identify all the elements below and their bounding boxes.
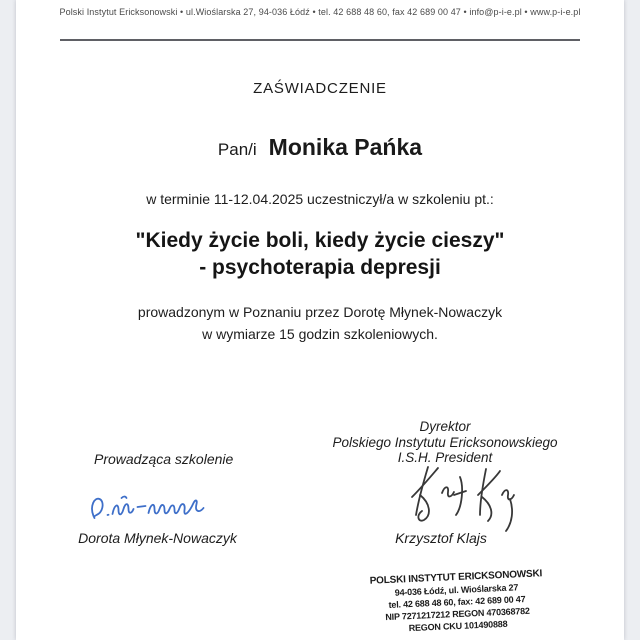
conducted-line1: prowadzonym w Poznaniu przez Dorotę Młynek-Nowaczyk [137, 304, 503, 320]
certificate-title: ZAŚWIADCZENIE [253, 80, 387, 97]
stamp-line4: NIP 7271217212 REGON 470368782 [385, 605, 530, 623]
stamp-line5: REGON CKU 101490888 [408, 618, 508, 634]
director-role-line2: Polskiego Instytutu Ericksonowskiego [332, 434, 558, 450]
recipient-line [16, 134, 624, 161]
institute-stamp [336, 567, 578, 637]
course-title [16, 227, 624, 281]
training-term-line: w terminie 11-12.04.2025 uczestniczył/a w szkoleniu pt.: [146, 191, 494, 207]
director-role-line1: Dyrektor [419, 419, 471, 434]
trainer-signature [84, 486, 212, 528]
trainer-role-label: Prowadząca szkolenie [94, 451, 234, 467]
trainer-name: Dorota Młynek-Nowaczyk [78, 530, 237, 546]
director-name: Krzysztof Klajs [395, 530, 487, 546]
course-title-line2: - psychoterapia depresji [199, 256, 441, 279]
stamp-line1: POLSKI INSTYTUT ERICKSONOWSKI [369, 568, 543, 587]
conducted-by-block [16, 301, 624, 345]
institute-contact-line: Polski Instytut Ericksonowski • ul.Wioślarska 27, 94-036 Łódź • tel. 42 688 48 60, fax 42 689 00 47 • info@p-i-e.pl • www.p-i-e.pl [59, 7, 581, 17]
header-divider [60, 39, 580, 41]
certificate-page [16, 0, 624, 640]
salutation: Pan/i [217, 140, 257, 159]
director-signature [398, 459, 524, 537]
stamp-line2: 94-036 Łódź, ul. Wioślarska 27 [394, 582, 519, 598]
conducted-line2: w wymiarze 15 godzin szkoleniowych. [202, 326, 438, 342]
recipient-name: Monika Pańka [268, 134, 423, 160]
director-role-line3: I.S.H. President [397, 450, 493, 465]
stamp-line3: tel. 42 688 48 60, fax: 42 689 00 47 [388, 594, 526, 610]
course-title-line1: "Kiedy życie boli, kiedy życie cieszy" [135, 229, 505, 252]
